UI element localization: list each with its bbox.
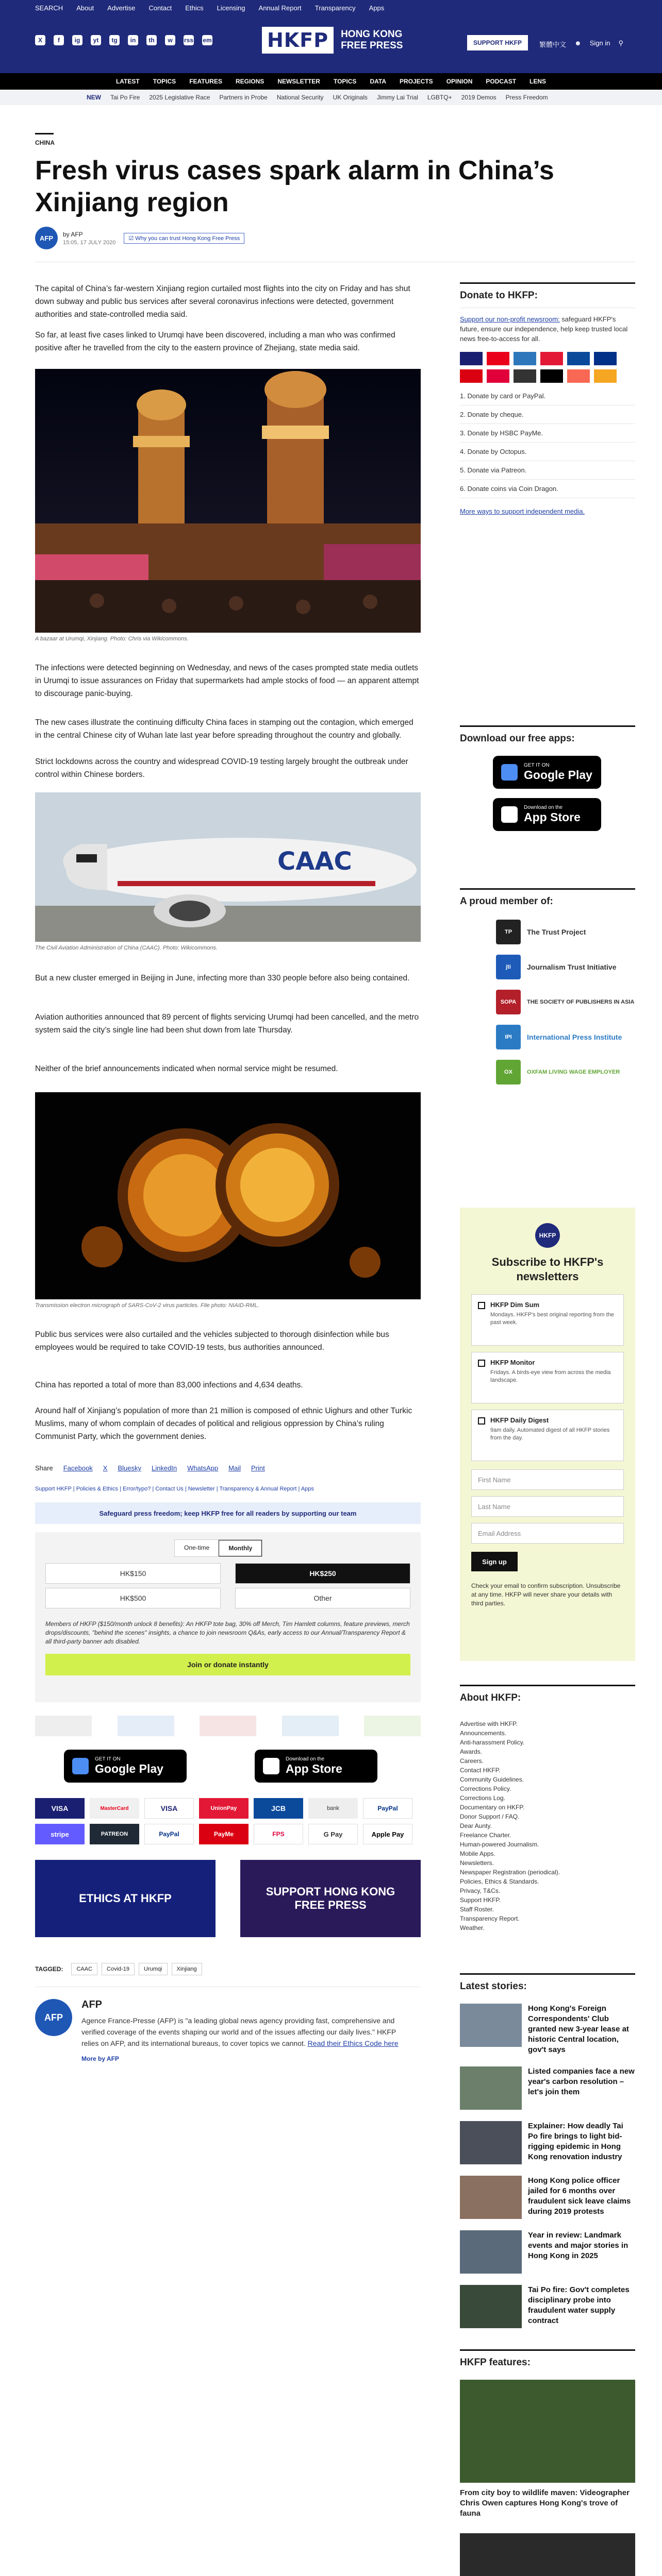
app-store-label: App Store xyxy=(524,810,581,824)
newsletter-box xyxy=(460,1208,635,1661)
tag-chip[interactable]: Xinjiang xyxy=(172,1963,202,1975)
apps-section xyxy=(460,725,635,831)
gpay-icon xyxy=(514,369,536,383)
about-link[interactable]: Privacy, T&Cs. xyxy=(460,1887,501,1894)
newsletter-desc: Mondays. HKFP's best original reporting from the past week. xyxy=(490,1312,614,1326)
paypal-icon xyxy=(594,352,617,365)
rss-icon[interactable]: rss xyxy=(184,35,194,45)
feature-image[interactable] xyxy=(460,2380,635,2483)
newsletter-checkbox[interactable] xyxy=(478,1302,485,1309)
share-facebook[interactable]: Facebook xyxy=(63,1464,93,1472)
nav-data[interactable]: DATA xyxy=(370,78,386,85)
visa-logo: VISA xyxy=(35,1798,85,1819)
story-thumbnail xyxy=(460,2176,522,2219)
photo-caption: Transmission electron micrograph of SARS-CoV-2 virus particles. File photo: NIAID-RML. xyxy=(35,1302,259,1309)
member-name: The Trust Project xyxy=(527,928,586,936)
nav-regions[interactable]: REGIONS xyxy=(235,78,264,85)
member-org[interactable] xyxy=(496,1020,635,1055)
story-thumbnail xyxy=(460,2121,522,2164)
bank-logo: bank xyxy=(308,1798,358,1819)
paragraph xyxy=(35,282,421,321)
about-link[interactable]: Donor Support / FAQ. xyxy=(460,1813,520,1820)
member-org[interactable] xyxy=(496,914,635,950)
hot-topics-bar xyxy=(0,90,662,105)
story-title: Tai Po fire: Gov't completes disciplinary probe into fraudulent water supply contract xyxy=(528,2285,630,2325)
donate-intro-text: safeguard HKFP's future, ensure our independence, help keep trusted local news free-to-access for all. xyxy=(460,315,628,343)
story-thumbnail xyxy=(460,2285,522,2328)
payme-logo: PayMe xyxy=(199,1824,249,1844)
donate-section xyxy=(460,282,635,515)
byline xyxy=(35,227,244,249)
about-link[interactable]: Newspaper Registration (periodical). xyxy=(460,1869,560,1876)
instagram-icon[interactable]: ig xyxy=(72,35,82,45)
hot-topic[interactable]: Press Freedom xyxy=(505,94,548,101)
frequency-tabs xyxy=(174,1539,262,1557)
apple-icon xyxy=(263,1758,279,1774)
photo-caption: A bazaar at Urumqi, Xinjiang. Photo: Chris via Wikicommons. xyxy=(35,636,189,642)
story-title: Listed companies face a new year's carbon resolution – let's join them xyxy=(528,2067,635,2096)
more-by-author-link[interactable]: More by AFP xyxy=(81,2055,119,2062)
nav-projects[interactable]: PROJECTS xyxy=(400,78,433,85)
latest-story[interactable] xyxy=(460,2285,635,2328)
first-name-field[interactable]: First Name xyxy=(471,1469,624,1490)
donate-more-link[interactable]: More ways to support independent media. xyxy=(460,507,585,515)
members-title: A proud member of: xyxy=(460,896,553,907)
share-print[interactable]: Print xyxy=(251,1464,265,1472)
newsletter-desc: 9am daily. Automated digest of all HKFP stories from the day. xyxy=(490,1427,610,1441)
email-field[interactable]: Email Address xyxy=(471,1523,624,1544)
mastercard-icon xyxy=(487,352,509,365)
logo-name: HONG KONG FREE PRESS xyxy=(341,29,403,51)
about-link[interactable]: Human-powered Journalism. xyxy=(460,1841,539,1848)
member-org[interactable] xyxy=(496,1055,635,1090)
about-link[interactable]: Advertise with HKFP. xyxy=(460,1720,518,1727)
share-label: Share xyxy=(35,1464,53,1472)
story-title: Hong Kong's Foreign Correspondents' Club granted new 3-year lease at historic Central location, gov't says xyxy=(528,2004,629,2054)
app-store-small: Download on the xyxy=(524,805,563,810)
about-link[interactable]: Announcements. xyxy=(460,1730,507,1737)
newsletter-title: Subscribe to HKFP's newsletters xyxy=(491,1256,604,1283)
about-link[interactable]: Policies, Ethics & Standards. xyxy=(460,1878,539,1885)
paypal-logo: PayPal xyxy=(363,1798,412,1819)
threads-icon[interactable]: th xyxy=(146,35,157,45)
patreon-icon xyxy=(567,369,590,383)
paragraph-text: Around half of Xinjiang’s population of more than 21 million is composed of ethnic Uighurs and other Turkic Muslims, many of whom complain of decades of political and religious oppression by China’s ruling Communist Party, which the government denies. xyxy=(35,1406,412,1441)
signin-link[interactable]: Sign in xyxy=(589,39,610,47)
newsletter-checkbox[interactable] xyxy=(478,1417,485,1425)
photo-caption: The Civil Aviation Administration of China (CAAC). Photo: Wikicommons. xyxy=(35,945,218,951)
nav-topics[interactable]: TOPICS xyxy=(153,78,176,85)
google-play-label: Google Play xyxy=(95,1762,163,1775)
share-mail[interactable]: Mail xyxy=(228,1464,241,1472)
annual-report-link[interactable]: Annual Report xyxy=(258,4,302,12)
app-store-button[interactable] xyxy=(255,1750,377,1783)
tag-chip[interactable]: Covid-19 xyxy=(102,1963,135,1975)
payme-icon xyxy=(460,369,483,383)
sopa-logo xyxy=(200,1716,256,1736)
article-title: Fresh virus cases spark alarm in China’s Xinjiang region xyxy=(35,156,554,217)
trust-label: Why you can trust Hong Kong Free Press xyxy=(135,235,240,242)
plane-livery-text: CAAC xyxy=(277,847,352,876)
safeguard-banner[interactable]: Safeguard press freedom; keep HKFP free for all readers by supporting our team xyxy=(35,1502,421,1524)
paragraph-text: Strict lockdowns across the country and widespread COVID-19 testing largely brought the outbreak under control within Chinese borders. xyxy=(35,757,408,779)
whatsapp-icon[interactable]: w xyxy=(165,35,175,45)
oxfam-logo xyxy=(364,1716,421,1736)
nav-opinion[interactable]: OPINION xyxy=(446,78,473,85)
latest-story[interactable] xyxy=(460,2066,635,2110)
jti-icon: jti xyxy=(496,955,521,979)
google-play-label: Google Play xyxy=(524,768,592,782)
join-button[interactable]: Join or donate instantly xyxy=(45,1654,410,1675)
about-link[interactable]: Contact HKFP. xyxy=(460,1767,501,1774)
trust-icon: ☑ xyxy=(128,235,136,242)
tags-row xyxy=(35,1963,202,1975)
paragraph-text: But a new cluster emerged in Beijing in June, infecting more than 330 people before also being contained. xyxy=(35,974,410,982)
article-category[interactable]: CHINA xyxy=(35,139,55,146)
about-link[interactable]: Community Guidelines. xyxy=(460,1776,524,1783)
feature-image[interactable] xyxy=(460,2533,635,2576)
sidebar-app-store[interactable] xyxy=(493,798,601,831)
hot-topic[interactable]: Tai Po Fire xyxy=(110,94,140,101)
latest-story[interactable] xyxy=(460,2230,635,2274)
jcb-logo: JCB xyxy=(254,1798,303,1819)
apps-title: Download our free apps: xyxy=(460,733,575,744)
donate-option[interactable]: 6. Donate coins via Coin Dragon. xyxy=(460,480,635,498)
youtube-icon[interactable]: yt xyxy=(91,35,101,45)
paragraph xyxy=(35,1379,421,1392)
newsletter-name: HKFP Daily Digest xyxy=(490,1416,549,1424)
newsletter-desc: Fridays. A birds-eye view from across the media landscape. xyxy=(490,1369,611,1383)
transparency-link[interactable]: Transparency xyxy=(315,4,356,12)
member-org[interactable] xyxy=(496,985,635,1020)
amex-icon xyxy=(514,352,536,365)
donate-title: Donate to HKFP: xyxy=(460,290,538,301)
story-thumbnail xyxy=(460,2004,522,2047)
jcb-icon xyxy=(567,352,590,365)
tags-label: TAGGED: xyxy=(35,1965,63,1973)
ipi-logo xyxy=(282,1716,339,1736)
latest-story[interactable] xyxy=(460,2121,635,2164)
about-link[interactable]: Freelance Charter. xyxy=(460,1832,511,1839)
user-icon[interactable]: ☻ xyxy=(574,39,582,47)
google-play-icon xyxy=(72,1758,89,1774)
about-link[interactable]: Newsletters. xyxy=(460,1859,494,1867)
paragraph xyxy=(35,1404,421,1443)
share-linkedin[interactable]: LinkedIn xyxy=(152,1464,177,1472)
nav-topics-2[interactable]: TOPICS xyxy=(333,78,357,85)
google-play-small: GET IT ON xyxy=(524,762,550,768)
payment-logos xyxy=(35,1798,421,1844)
author-avatar[interactable]: AFP xyxy=(35,227,58,249)
paragraph xyxy=(35,1328,421,1354)
paragraph-text: The new cases illustrate the continuing difficulty China faces in stamping out the contagion, which emerged in the central Chinese city of Wuhan late last year before spreading throughout the country and globally. xyxy=(35,718,413,740)
about-link[interactable]: Awards. xyxy=(460,1748,483,1755)
latest-story[interactable] xyxy=(460,2004,635,2055)
masthead-actions xyxy=(539,39,623,49)
last-name-field[interactable]: Last Name xyxy=(471,1496,624,1517)
newsletter-name: HKFP Monitor xyxy=(490,1359,535,1366)
feature-title[interactable]: From city boy to wildlife maven: Videographer Chris Owen captures Hong Kong's trove of fauna xyxy=(460,2488,630,2518)
logo-mark: HKFP xyxy=(262,27,334,54)
unionpay-logo: UnionPay xyxy=(199,1798,249,1819)
about-title: About HKFP: xyxy=(460,1692,521,1703)
social-links xyxy=(35,35,212,45)
hot-topic[interactable]: Jimmy Lai Trial xyxy=(376,94,418,101)
google-play-small: GET IT ON xyxy=(95,1756,121,1762)
features-title: HKFP features: xyxy=(460,2357,531,2368)
about-link[interactable]: Corrections Log. xyxy=(460,1794,506,1802)
paragraph xyxy=(35,1011,421,1037)
newsletter-option[interactable] xyxy=(471,1352,624,1403)
fps-icon xyxy=(487,369,509,383)
nav-lens[interactable]: LENS xyxy=(529,78,547,85)
about-link[interactable]: Transparency Report. xyxy=(460,1915,520,1922)
donate-option[interactable]: 2. Donate by cheque. xyxy=(460,405,635,424)
member-name: THE SOCIETY OF PUBLISHERS IN ASIA xyxy=(527,999,635,1005)
section-rule xyxy=(460,888,635,890)
facebook-icon[interactable]: f xyxy=(54,35,64,45)
nav-newsletter[interactable]: NEWSLETTER xyxy=(277,78,320,85)
newsletter-name: HKFP Dim Sum xyxy=(490,1301,540,1309)
tag-chip[interactable]: Urumqi xyxy=(139,1963,167,1975)
section-rule xyxy=(460,1973,635,1975)
story-title: Year in review: Landmark events and major stories in Hong Kong in 2025 xyxy=(528,2231,628,2260)
paragraph-text: Public bus services were also curtailed and the vehicles subjected to thorough disinfection while bus employees would be required to take COVID-19 tests, bus authorities announced. xyxy=(35,1330,389,1352)
applepay-icon xyxy=(540,369,563,383)
apple-icon xyxy=(501,806,518,823)
hot-topic[interactable]: UK Originals xyxy=(333,94,368,101)
signup-button[interactable]: Sign up xyxy=(471,1552,518,1571)
virus-photo[interactable] xyxy=(35,1092,421,1299)
ipi-icon: IPI xyxy=(496,1025,521,1049)
trust-project-icon: TP xyxy=(496,920,521,944)
visa-debit-logo: VISA xyxy=(144,1798,194,1819)
bazaar-photo[interactable] xyxy=(35,369,421,633)
features-section xyxy=(460,2349,635,2576)
nav-podcast[interactable]: PODCAST xyxy=(486,78,517,85)
about-link[interactable]: Support HKFP. xyxy=(460,1896,501,1904)
membership-pledge: Members of HKFP ($150/month unlock 8 benefits): An HKFP tote bag, 30% off Merch, Tim Hamlett columns, feature previews, merch drops/discounts, "behind the scenes" insights, a chance to join newsroom Q&As, early access to our Annual/Transparency Report & all third-party banner ads disabled. xyxy=(45,1620,410,1645)
jti-logo xyxy=(118,1716,174,1736)
paragraph-text: China has reported a total of more than 83,000 infections and 4,634 deaths. xyxy=(35,1381,303,1389)
about-section xyxy=(460,1685,635,1933)
paragraph-text: Aviation authorities announced that 89 percent of flights servicing Urumqi had been cancelled, and the metro system said the city’s single line had been shut down from late Thursday. xyxy=(35,1013,419,1035)
author-box-avatar[interactable]: AFP xyxy=(35,1999,72,2036)
nav-latest[interactable]: LATEST xyxy=(115,78,140,85)
amount-150[interactable]: HK$150 xyxy=(45,1563,221,1584)
hot-topic[interactable]: 2025 Legislative Race xyxy=(149,94,210,101)
hot-topic[interactable]: Partners in Probe xyxy=(219,94,268,101)
about-link[interactable]: Documentary on HKFP. xyxy=(460,1804,525,1811)
support-hkfp-button[interactable]: SUPPORT HKFP xyxy=(467,35,528,50)
search-link[interactable]: SEARCH xyxy=(35,4,63,12)
paragraph xyxy=(35,716,421,742)
unionpay-icon xyxy=(540,352,563,365)
nav-features[interactable]: FEATURES xyxy=(189,78,222,85)
section-rule xyxy=(460,282,635,284)
mastercard-logo: MasterCard xyxy=(90,1798,139,1819)
member-name: Journalism Trust Initiative xyxy=(527,963,617,971)
about-link[interactable]: Dear Aunty. xyxy=(460,1822,492,1829)
paragraph-text: Neither of the brief announcements indicated when normal service might be resumed. xyxy=(35,1064,338,1073)
ethics-code-link[interactable]: Read their Ethics Code here xyxy=(307,2039,399,2047)
about-links xyxy=(460,1719,635,1933)
share-bar xyxy=(35,1464,265,1472)
amount-other[interactable]: Other xyxy=(235,1588,410,1608)
author-name[interactable]: by AFP xyxy=(63,230,83,238)
main-nav xyxy=(0,73,662,90)
google-pay-logo: G Pay xyxy=(308,1824,358,1844)
author-box-name[interactable]: AFP xyxy=(81,1999,102,2010)
paragraph xyxy=(35,972,421,985)
donation-widget xyxy=(35,1532,421,1702)
section-rule xyxy=(460,725,635,727)
share-bluesky[interactable]: Bluesky xyxy=(118,1464,141,1472)
member-logos-row xyxy=(35,1716,421,1736)
sopa-icon: SOPA xyxy=(496,990,521,1014)
app-store-small: Download on the xyxy=(286,1756,325,1762)
member-name: OXFAM LIVING WAGE EMPLOYER xyxy=(527,1069,620,1075)
story-thumbnail xyxy=(460,2230,522,2274)
newsletter-badge: HKFP xyxy=(535,1223,560,1248)
sidebar-payment-logos xyxy=(460,352,635,383)
oxfam-icon: OX xyxy=(496,1060,521,1084)
donate-option[interactable]: 5. Donate via Patreon. xyxy=(460,461,635,480)
about-link[interactable]: Staff Roster. xyxy=(460,1906,494,1913)
licensing-link[interactable]: Licensing xyxy=(217,4,245,12)
telegram-icon[interactable]: tg xyxy=(109,35,120,45)
member-name: International Press Institute xyxy=(527,1033,622,1041)
about-link[interactable]: Careers. xyxy=(460,1757,484,1765)
masthead xyxy=(0,15,662,73)
paragraph xyxy=(35,662,421,700)
patreon-logo: PATREON xyxy=(90,1824,139,1844)
language-link[interactable]: 繁體中文 xyxy=(539,41,567,48)
donate-option[interactable]: 1. Donate by card or PayPal. xyxy=(460,387,635,405)
paragraph-text: The capital of China’s far-western Xinjiang region curtailed most flights into the city on Friday and has shut down subway and public bus services after several coronavirus infections were detected, government authorities and state-controlled media said. xyxy=(35,284,410,319)
story-title: Explainer: How deadly Tai Po fire brings to light bid-rigging epidemic in Hong Kong renovation industry xyxy=(528,2122,623,2161)
tag-chip[interactable]: CAAC xyxy=(71,1963,97,1975)
octopus-icon xyxy=(594,369,617,383)
donate-intro xyxy=(460,308,635,344)
publish-date: 15:05, 17 JULY 2020 xyxy=(63,239,116,246)
author-bio-text: Agence France-Presse (AFP) is "a leading global news agency providing fast, comprehensive and verified coverage of the events shaping our world and of the issues affecting our daily lives." HKFP relies on AFP, and its international bureaus, to cover topics we cannot. xyxy=(81,2016,396,2047)
trust-project-logo xyxy=(35,1716,92,1736)
donate-option[interactable]: 3. Donate by HSBC PayMe. xyxy=(460,424,635,443)
email-icon[interactable]: em xyxy=(202,35,212,45)
ethics-link[interactable]: Ethics xyxy=(185,4,204,12)
ethics-banner[interactable]: ETHICS AT HKFP xyxy=(35,1860,216,1937)
visa-icon xyxy=(460,352,483,365)
google-play-button[interactable] xyxy=(64,1750,187,1783)
latest-section xyxy=(460,1973,635,2340)
section-rule xyxy=(460,1685,635,1686)
support-banner[interactable]: SUPPORT HONG KONG FREE PRESS xyxy=(240,1860,421,1937)
stripe-logo: stripe xyxy=(35,1824,85,1844)
newsletter-option[interactable] xyxy=(471,1410,624,1461)
tab-one-time[interactable]: One-time xyxy=(184,1544,210,1551)
section-rule xyxy=(460,2349,635,2351)
paragraph xyxy=(35,329,421,354)
app-store-label: App Store xyxy=(286,1762,342,1775)
hot-topic[interactable]: 2019 Demos xyxy=(461,94,496,101)
site-logo[interactable] xyxy=(262,27,418,54)
paragraph xyxy=(35,755,421,781)
utility-bar xyxy=(0,0,662,15)
linkedin-icon[interactable]: in xyxy=(128,35,138,45)
search-icon[interactable]: ⚲ xyxy=(618,39,623,47)
sidebar-google-play[interactable] xyxy=(493,756,601,789)
donate-intro-link[interactable]: Support our non-profit newsroom: xyxy=(460,315,560,323)
latest-title: Latest stories: xyxy=(460,1981,527,1992)
trust-link[interactable] xyxy=(124,233,244,244)
members-section xyxy=(460,888,635,1090)
contact-link[interactable]: Contact xyxy=(148,4,172,12)
newsletter-note: Check your email to confirm subscription. Unsubscribe at any time. HKFP will never share your details with third parties. xyxy=(471,1582,621,1607)
amount-500[interactable]: HK$500 xyxy=(45,1588,221,1608)
hot-label: NEW xyxy=(87,94,101,101)
paypal-logo-2: PayPal xyxy=(144,1824,194,1844)
apple-pay-logo: Apple Pay xyxy=(363,1824,412,1844)
about-link[interactable]: Corrections Policy. xyxy=(460,1785,511,1792)
paragraph-text: So far, at least five cases linked to Urumqi have been discovered, including a man who was confirmed positive after he travelled from the city to the eastern province of Zhejiang, state media said. xyxy=(35,331,395,352)
hot-topic[interactable]: National Security xyxy=(276,94,324,101)
footer-links[interactable]: Support HKFP | Policies & Ethics | Error/typo? | Contact Us | Newsletter | Transparency & Annual Report | Apps xyxy=(35,1486,314,1492)
author-box-bio xyxy=(81,2015,411,2049)
newsletter-option[interactable] xyxy=(471,1294,624,1346)
author-box xyxy=(35,1999,421,2062)
about-link[interactable]: Weather. xyxy=(460,1924,485,1931)
category-rule xyxy=(35,133,54,134)
airplane-photo[interactable] xyxy=(35,792,421,942)
google-play-icon xyxy=(501,764,518,781)
newsletter-checkbox[interactable] xyxy=(478,1360,485,1367)
paragraph-text: The infections were detected beginning on Wednesday, and news of the cases prompted state media outlets in Urumqi to issue assurances on Friday that supermarkets had ample stocks of food — an apparent attempt to discourage panic-buying. xyxy=(35,664,419,698)
hot-topic[interactable]: LGBTQ+ xyxy=(427,94,452,101)
tab-monthly[interactable]: Monthly xyxy=(219,1540,262,1556)
about-link[interactable]: About xyxy=(76,4,94,12)
member-org[interactable] xyxy=(496,950,635,985)
donate-option[interactable]: 4. Donate by Octopus. xyxy=(460,443,635,461)
story-thumbnail xyxy=(460,2066,522,2110)
latest-story[interactable] xyxy=(460,2176,635,2219)
advertise-link[interactable]: Advertise xyxy=(107,4,136,12)
amount-250[interactable]: HK$250 xyxy=(235,1563,410,1584)
about-link[interactable]: Anti-harassment Policy. xyxy=(460,1739,525,1746)
paragraph xyxy=(35,1062,421,1075)
share-x[interactable]: X xyxy=(103,1464,108,1472)
share-whatsapp[interactable]: WhatsApp xyxy=(187,1464,219,1472)
fps-logo: FPS xyxy=(254,1824,303,1844)
about-link[interactable]: Mobile Apps. xyxy=(460,1850,495,1857)
x-icon[interactable]: X xyxy=(35,35,45,45)
story-title: Hong Kong police officer jailed for 6 months over fraudulent sick leave claims during 2019 protests xyxy=(528,2176,631,2216)
apps-link[interactable]: Apps xyxy=(369,4,385,12)
